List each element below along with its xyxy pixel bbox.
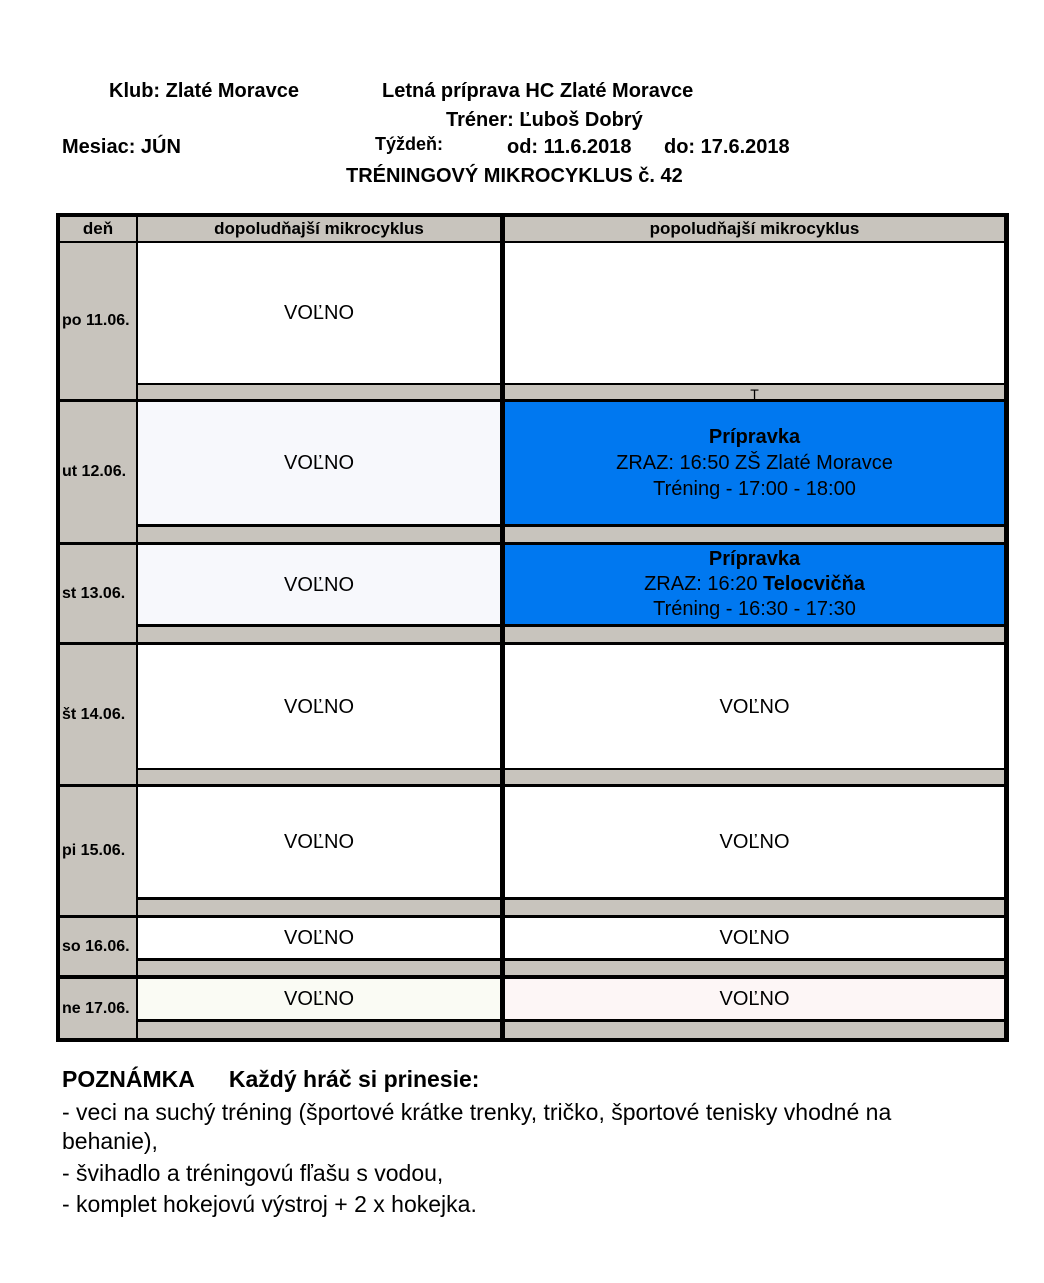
note-line: behanie),	[62, 1128, 158, 1154]
session-meeting: ZRAZ: 16:50 ZŠ Zlaté Moravce	[616, 452, 893, 474]
morning-text: VOĽNO	[283, 573, 355, 596]
morning-text: VOĽNO	[283, 452, 355, 474]
morning-cell	[138, 979, 500, 1019]
session-training: Tréning - 17:00 - 18:00	[653, 478, 856, 500]
column-header-day: deň	[60, 217, 136, 241]
day-cell: ut 12.06.	[60, 402, 136, 542]
afternoon-text: VOĽNO	[719, 695, 790, 718]
morning-cell	[138, 787, 500, 897]
schedule-table	[56, 213, 1009, 1042]
week-from: od: 11.6.2018	[507, 136, 632, 158]
column-header-afternoon: popoludňajší mikrocyklus	[505, 217, 1004, 241]
morning-text: VOĽNO	[283, 988, 355, 1010]
morning-cell	[138, 918, 500, 958]
day-cell: so 16.06.	[60, 918, 136, 975]
row-gap	[505, 527, 1004, 542]
row-gap	[505, 627, 1004, 642]
morning-cell	[138, 402, 500, 524]
day-cell: ne 17.06.	[60, 979, 136, 1038]
session-venue: Telocvičňa	[763, 573, 865, 595]
row-gap	[138, 1022, 500, 1038]
row-gap	[138, 770, 500, 784]
session-training: Tréning - 16:30 - 17:30	[653, 598, 856, 620]
day-cell: st 13.06.	[60, 545, 136, 642]
morning-text: VOĽNO	[283, 695, 355, 718]
month: Mesiac: JÚN	[62, 136, 181, 158]
column-header-morning: dopoludňajší mikrocyklus	[138, 217, 500, 241]
row-gap-mark: T	[505, 385, 1004, 399]
afternoon-cell	[505, 787, 1004, 897]
afternoon-text: VOĽNO	[719, 831, 790, 853]
row-gap	[505, 961, 1004, 975]
row-gap	[138, 627, 500, 642]
session-title: Prípravka	[708, 426, 801, 448]
row-gap	[505, 900, 1004, 915]
morning-text: VOĽNO	[283, 927, 355, 949]
note-line: - švihadlo a tréningovú fľašu s vodou,	[62, 1160, 444, 1186]
coach-name: Tréner: Ľuboš Dobrý	[446, 109, 643, 131]
afternoon-cell	[505, 402, 1004, 524]
afternoon-cell	[505, 243, 1004, 383]
document-title: Letná príprava HC Zlaté Moravce	[382, 80, 694, 102]
afternoon-cell	[505, 645, 1004, 768]
row-gap	[505, 1022, 1004, 1038]
afternoon-text: VOĽNO	[719, 927, 790, 949]
row-gap	[505, 770, 1004, 784]
morning-cell	[138, 243, 500, 383]
club-name: Klub: Zlaté Moravce	[109, 80, 300, 102]
session-meeting: ZRAZ: 16:20 Telocvičňa	[644, 573, 865, 595]
day-cell: pi 15.06.	[60, 787, 136, 915]
note-heading	[62, 1064, 479, 1094]
morning-cell	[138, 545, 500, 624]
note-label: POZNÁMKA	[62, 1066, 195, 1092]
morning-text: VOĽNO	[283, 831, 355, 853]
session-title: Prípravka	[708, 548, 801, 570]
note-line: - komplet hokejovú výstroj + 2 x hokejka.	[62, 1191, 477, 1217]
row-gap	[138, 527, 500, 542]
microcycle-title: TRÉNINGOVÝ MIKROCYKLUS č. 42	[346, 165, 683, 187]
day-cell: št 14.06.	[60, 645, 136, 784]
row-gap	[138, 385, 500, 399]
row-gap	[138, 961, 500, 975]
day-cell: po 11.06.	[60, 243, 136, 399]
week-to: do: 17.6.2018	[664, 136, 790, 158]
note-title: Každý hráč si prinesie:	[228, 1066, 480, 1092]
row-gap	[138, 900, 500, 915]
note-line: - veci na suchý tréning (športové krátke trenky, tričko, športové tenisky vhodné na	[62, 1099, 892, 1125]
afternoon-cell	[505, 918, 1004, 958]
afternoon-cell	[505, 979, 1004, 1019]
morning-text: VOĽNO	[283, 302, 355, 324]
afternoon-cell	[505, 545, 1004, 624]
morning-cell	[138, 645, 500, 768]
week-label: Týždeň:	[375, 134, 444, 154]
afternoon-text: VOĽNO	[719, 988, 790, 1010]
